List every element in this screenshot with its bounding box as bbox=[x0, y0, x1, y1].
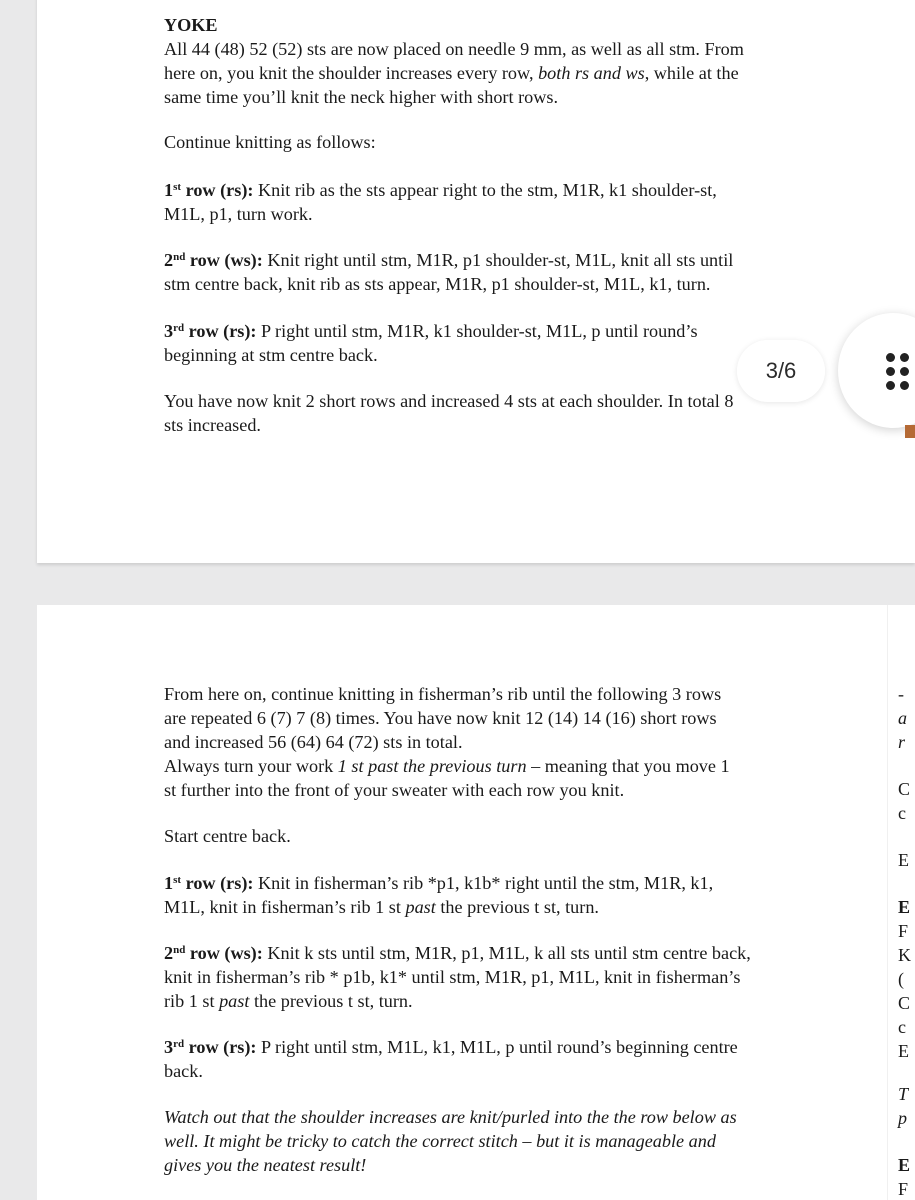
repeat-row-1-instruction: 1st row (rs): Knit in fisherman’s rib *p1, k1b* right until the stm, M1R, k1, M1L, knit in fisherman’s rib 1 st past the previous t st, turn. bbox=[164, 873, 714, 917]
edge-letter: E bbox=[898, 850, 909, 870]
note-paragraph: Watch out that the shoulder increases are knit/purled into the the row below as well. It might be tricky to catch the correct stitch – but it is manageable and gives you the neatest result! bbox=[164, 1107, 737, 1175]
yoke-line: here on, you knit the shoulder increases every row, both rs and ws, while at the bbox=[164, 63, 739, 83]
summary-paragraph: You have now knit 2 short rows and increased 4 sts at each shoulder. In total 8 sts increased. bbox=[164, 391, 734, 435]
edge-letter: E bbox=[898, 1155, 911, 1175]
edge-letter: F bbox=[898, 1179, 909, 1199]
edge-letter: ( bbox=[898, 969, 904, 989]
yoke-section bbox=[164, 13, 849, 109]
edge-letter: c bbox=[898, 803, 906, 823]
more-options-icon bbox=[886, 353, 912, 393]
row-label: 1st row (rs): bbox=[164, 180, 254, 200]
row-label: 3rd row (rs): bbox=[164, 321, 257, 341]
repeat-row-3-instruction: 3rd row (rs): P right until stm, M1L, k1, M1L, p until round’s beginning centre back. bbox=[164, 1037, 738, 1081]
edge-letter: - bbox=[898, 684, 904, 704]
yoke-line: All 44 (48) 52 (52) sts are now placed on needle 9 mm, as well as all stm. From bbox=[164, 39, 744, 59]
edge-letter: E bbox=[898, 897, 911, 917]
edge-letter: C bbox=[898, 779, 911, 799]
repeat-row-2-instruction: 2nd row (ws): Knit k sts until stm, M1R, p1, M1L, k all sts until stm centre back, knit in fisherman’s rib * p1b, k1* until stm, M1R, p1, M1L, knit in fisherman’s rib 1 st past the previous t st, turn. bbox=[164, 943, 751, 1011]
row-label: 2nd row (ws): bbox=[164, 943, 263, 963]
edge-letter: C bbox=[898, 993, 911, 1013]
yoke-heading: YOKE bbox=[164, 15, 218, 35]
start-instruction: Start centre back. bbox=[164, 826, 291, 846]
edge-letter: a bbox=[898, 708, 907, 728]
edge-letter: F bbox=[898, 921, 909, 941]
edge-letter: T bbox=[898, 1084, 909, 1104]
edge-letter: c bbox=[898, 1017, 906, 1037]
edge-letter: K bbox=[898, 945, 911, 965]
row-label: 2nd row (ws): bbox=[164, 250, 263, 270]
row-1-instruction: 1st row (rs): Knit rib as the sts appear right to the stm, M1R, k1 shoulder-st, M1L, p1, turn work. bbox=[164, 180, 717, 224]
continue-instruction: Continue knitting as follows: bbox=[164, 132, 376, 152]
row-3-instruction: 3rd row (rs): P right until stm, M1R, k1 shoulder-st, M1L, p until round’s beginning at stm centre back. bbox=[164, 321, 698, 365]
edge-accent bbox=[905, 425, 915, 438]
row-label: 3rd row (rs): bbox=[164, 1037, 257, 1057]
intro-paragraph: From here on, continue knitting in fisherman’s rib until the following 3 rows are repeated 6 (7) 7 (8) times. You have now knit 12 (14) 14 (16) short rows and increased 56 (64) 64 (72) sts in total. Always turn your work 1 st past the previous turn – meaning that you move 1 st further into the front of your sweater with each row you knit. bbox=[164, 684, 730, 800]
edge-letter: r bbox=[898, 732, 906, 752]
edge-letter: E bbox=[898, 1041, 909, 1061]
row-2-instruction: 2nd row (ws): Knit right until stm, M1R, p1 shoulder-st, M1L, knit all sts until stm centre back, knit rib as sts appear, M1R, p1 shoulder-st, M1L, k1, turn. bbox=[164, 250, 734, 294]
page-indicator: 3/6 bbox=[737, 340, 825, 402]
row-label: 1st row (rs): bbox=[164, 873, 254, 893]
yoke-line: same time you’ll knit the neck higher with short rows. bbox=[164, 87, 558, 107]
edge-letter: p bbox=[898, 1108, 907, 1128]
